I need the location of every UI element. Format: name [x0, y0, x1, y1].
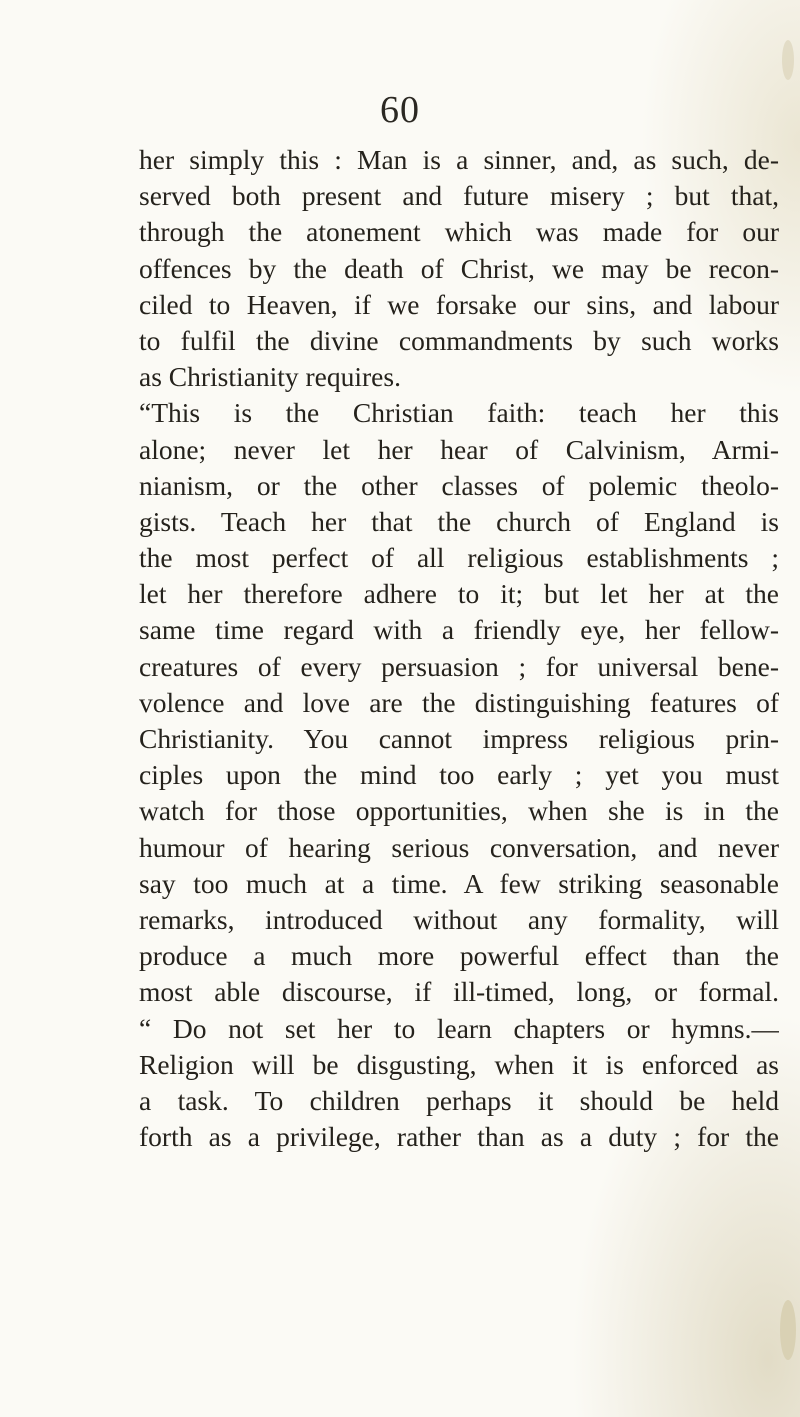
text-line: Religion will be disgusting, when it is enforced as	[139, 1048, 779, 1080]
text-line: offences by the death of Christ, we may be recon-	[139, 252, 779, 284]
text-line: Christianity. You cannot impress religious prin-	[139, 723, 779, 754]
text-line: say too much at a time. A few striking seasonable	[139, 867, 779, 899]
text-line: ciled to Heaven, if we forsake our sins, and labour	[139, 288, 779, 320]
text-line: ciples upon the mind too early ; yet you must	[139, 759, 779, 791]
text-line: “ Do not set her to learn chapters or hymns.—	[139, 1012, 779, 1044]
paper-stain	[782, 40, 794, 80]
text-line: most able discourse, if ill-timed, long, or formal.	[139, 976, 779, 1008]
text-line: creatures of every persuasion ; for universal bene-	[139, 650, 779, 682]
text-line: a task. To children perhaps it should be held	[139, 1084, 779, 1116]
text-line: humour of hearing serious conversation, and never	[139, 831, 779, 863]
text-line: her simply this : Man is a sinner, and, as such, de-	[139, 144, 779, 175]
text-line: gists. Teach her that the church of England is	[139, 505, 779, 537]
text-line: remarks, introduced without any formality, will	[139, 903, 779, 935]
text-line: nianism, or the other classes of polemic theolo-	[139, 469, 779, 501]
text-line: served both present and future misery ; but that,	[139, 180, 779, 212]
text-line: forth as a privilege, rather than as a duty ; for the	[139, 1121, 779, 1153]
text-line: same time regard with a friendly eye, her fellow-	[139, 614, 779, 646]
text-line: watch for those opportunities, when she is in the	[139, 795, 779, 827]
text-line: let her therefore adhere to it; but let her at the	[139, 578, 779, 610]
paper-stain	[780, 1300, 796, 1360]
text-line: produce a much more powerful effect than the	[139, 940, 779, 972]
text-line: through the atonement which was made for our	[139, 216, 779, 248]
text-line: “This is the Christian faith: teach her this	[139, 397, 779, 429]
text-line: to fulfil the divine commandments by such works	[139, 324, 779, 356]
body-text	[139, 142, 779, 1155]
text-line: the most perfect of all religious establishments ;	[139, 542, 779, 574]
text-line: volence and love are the distinguishing features of	[139, 686, 779, 718]
text-line: as Christianity requires.	[139, 361, 401, 393]
text-line: alone; never let her hear of Calvinism, Armi-	[139, 433, 779, 465]
page-number: 60	[380, 89, 420, 131]
